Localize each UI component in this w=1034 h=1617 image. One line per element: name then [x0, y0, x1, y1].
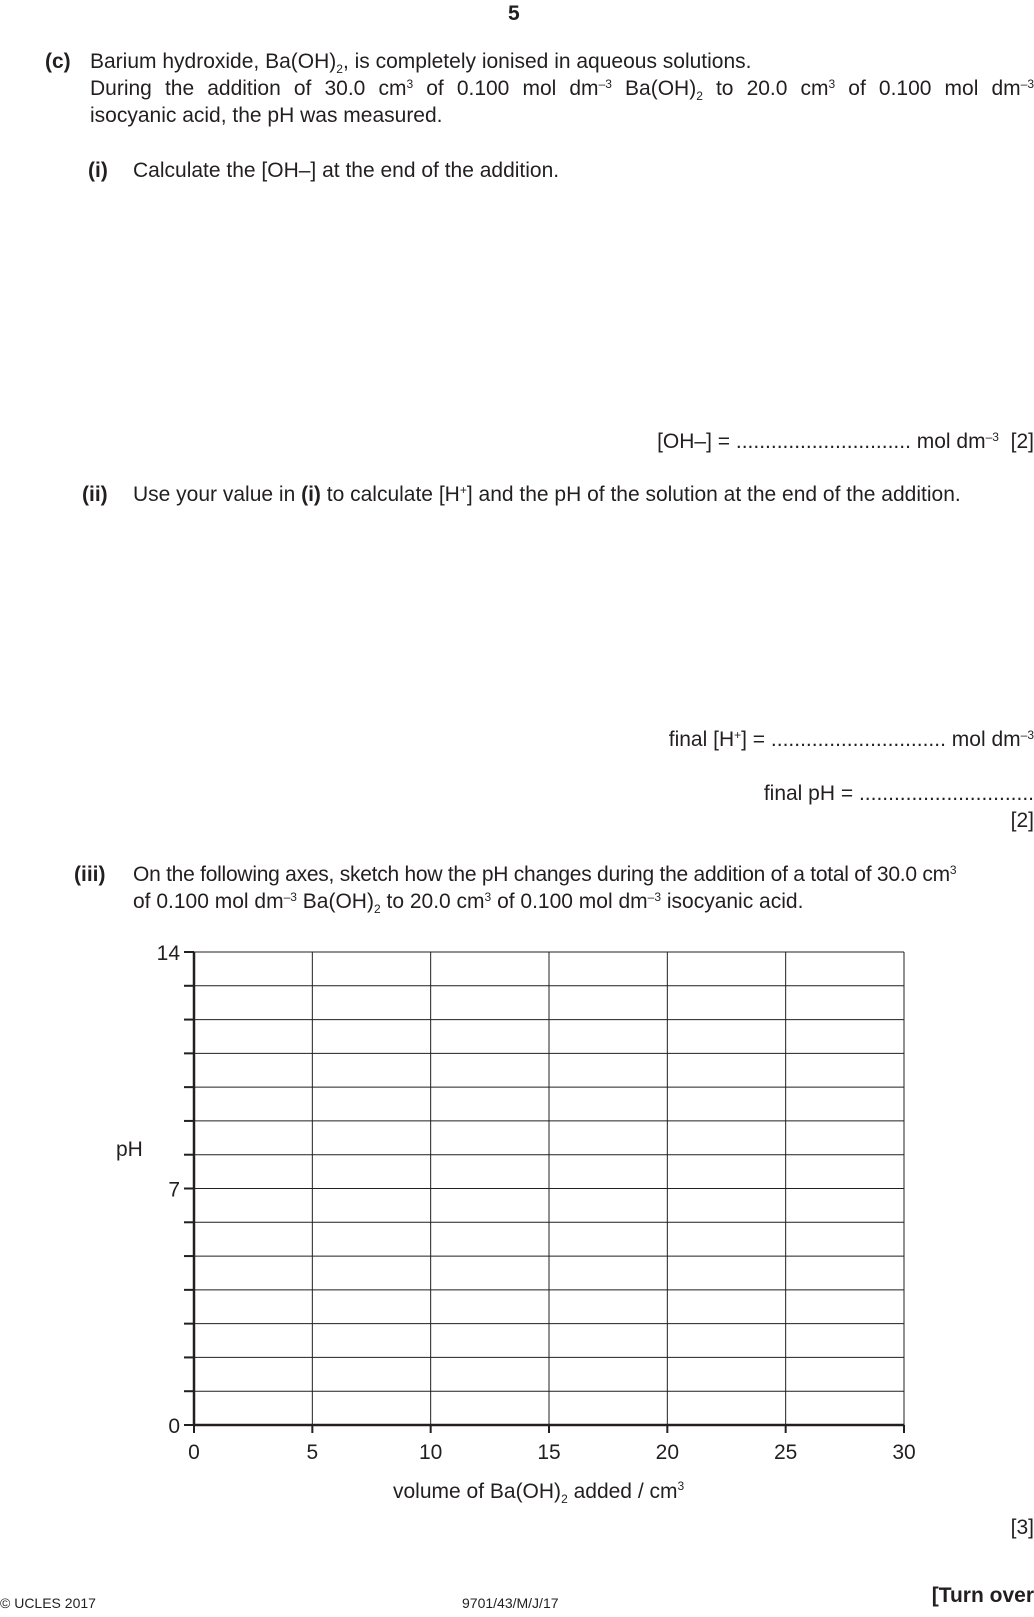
- part-ii-h-dots: ..............................: [770, 728, 946, 751]
- part-i-answer-dots: ..............................: [735, 430, 911, 453]
- part-c-line1-text-b: , is completely ionised in aqueous solutions.: [342, 50, 752, 73]
- part-c-label: (c): [45, 50, 71, 73]
- part-c-line1-text-a: Barium hydroxide, Ba(OH): [90, 50, 337, 73]
- part-iii-line1-text: On the following axes, sketch how the pH changes during the addition of a total of 30.0 cm: [133, 863, 950, 886]
- part-iii-line2-b: Ba(OH): [296, 890, 374, 913]
- x-tick-label-5: 5: [306, 1441, 319, 1464]
- part-c-line2-text-b: of 0.100 mol dm: [413, 77, 599, 100]
- part-iii-line2-sup2: 3: [484, 890, 492, 904]
- part-i-marks: [2]: [1010, 430, 1034, 453]
- part-ii-h-prefix: final [H: [668, 728, 735, 751]
- ph-chart: [0, 920, 1034, 1520]
- x-axis-label-b: added / cm: [567, 1480, 678, 1503]
- part-i-answer-prefix: [OH–] =: [657, 430, 736, 453]
- part-c-line1-sub: 2: [336, 62, 343, 76]
- part-iii-line1-sup: 3: [949, 863, 957, 877]
- part-c-line2-sup2: –3: [598, 77, 612, 91]
- part-iii-line1: [133, 861, 956, 888]
- part-c-line2-sup3: 3: [828, 77, 836, 91]
- part-ii-h-mid: ] =: [741, 728, 771, 751]
- chart-labels: [157, 942, 916, 1464]
- part-ii-ph-prefix: final pH =: [763, 782, 859, 805]
- part-c-line2-sub: 2: [696, 89, 703, 103]
- part-ii-h-sup: +: [734, 728, 742, 742]
- part-iii-line2-sub: 2: [373, 902, 381, 916]
- y-tick-label-14: 14: [156, 942, 180, 965]
- part-c-line2-text-c: Ba(OH): [611, 77, 697, 100]
- part-ii-ph-answer-line: [764, 780, 1034, 807]
- y-axis-label: pH: [116, 1138, 143, 1161]
- part-iii-marks: [3]: [1010, 1516, 1034, 1539]
- part-ii-ph-dots: ..............................: [858, 782, 1034, 805]
- part-ii-question-ref: (i): [301, 483, 321, 506]
- part-c-intro-line1: [90, 48, 752, 75]
- x-axis-label-a: volume of Ba(OH): [393, 1480, 562, 1503]
- chart-grid: [194, 952, 904, 1425]
- x-tick-label-25: 25: [773, 1441, 798, 1464]
- part-iii-line2: [133, 888, 803, 915]
- x-axis-label-sup: 3: [677, 1479, 685, 1493]
- part-i-answer-unit-sup: –3: [985, 430, 999, 444]
- footer-turn-over: [Turn over: [931, 1584, 1034, 1607]
- x-tick-label-0: 0: [188, 1441, 200, 1464]
- footer-code: 9701/43/M/J/17: [462, 1595, 559, 1611]
- x-axis-label-sub: 2: [561, 1492, 568, 1506]
- part-ii-question-a: Use your value in: [133, 483, 302, 506]
- part-i-answer-line: [657, 428, 1034, 455]
- part-i-answer-unit: mol dm: [910, 430, 986, 453]
- part-c-intro-line3: isocyanic acid, the pH was measured.: [90, 104, 443, 127]
- part-c-line2-text-d: to 20.0 cm: [702, 77, 829, 100]
- part-iii-line2-sup3: –3: [647, 890, 662, 904]
- part-c-line2-text-e: of 0.100 mol dm: [835, 77, 1021, 100]
- x-axis-label: [393, 1479, 684, 1506]
- y-tick-label-0: 0: [168, 1415, 180, 1438]
- part-ii-h-unit-sup: –3: [1020, 728, 1034, 742]
- page-number: 5: [508, 2, 520, 25]
- part-iii-label: (iii): [74, 863, 106, 886]
- part-c-line2-sup1: 3: [406, 77, 414, 91]
- part-iii-line2-e: isocyanic acid.: [661, 890, 804, 913]
- x-tick-label-10: 10: [418, 1441, 443, 1464]
- part-i-label: (i): [88, 159, 108, 182]
- part-c-intro-line2: [90, 75, 1034, 102]
- y-tick-label-7: 7: [168, 1178, 180, 1202]
- footer-copyright: © UCLES 2017: [0, 1595, 96, 1611]
- part-c-line2-text-a: During the addition of 30.0 cm: [90, 77, 407, 100]
- part-ii-question-sup: +: [459, 483, 467, 497]
- part-iii-line2-sup1: –3: [283, 890, 297, 904]
- part-ii-question: [133, 481, 961, 508]
- part-i-question: Calculate the [OH–] at the end of the addition.: [133, 159, 560, 182]
- x-tick-label-15: 15: [537, 1441, 561, 1464]
- part-ii-h-unit: mol dm: [945, 728, 1021, 751]
- x-tick-label-30: 30: [892, 1441, 916, 1464]
- x-tick-label-20: 20: [655, 1441, 680, 1464]
- part-c-line2-sup4: –3: [1020, 77, 1034, 91]
- part-ii-question-b: to calculate [H: [320, 483, 460, 506]
- part-iii-line2-d: of 0.100 mol dm: [491, 890, 648, 913]
- part-ii-label: (ii): [82, 483, 108, 506]
- part-ii-marks: [2]: [1010, 809, 1034, 832]
- part-iii-line2-a: of 0.100 mol dm: [133, 890, 284, 913]
- chart-axes: [184, 952, 904, 1433]
- part-iii-line2-c: to 20.0 cm: [380, 890, 485, 913]
- part-ii-h-answer-line: [669, 726, 1034, 753]
- part-ii-question-c: ] and the pH of the solution at the end of the addition.: [466, 483, 961, 506]
